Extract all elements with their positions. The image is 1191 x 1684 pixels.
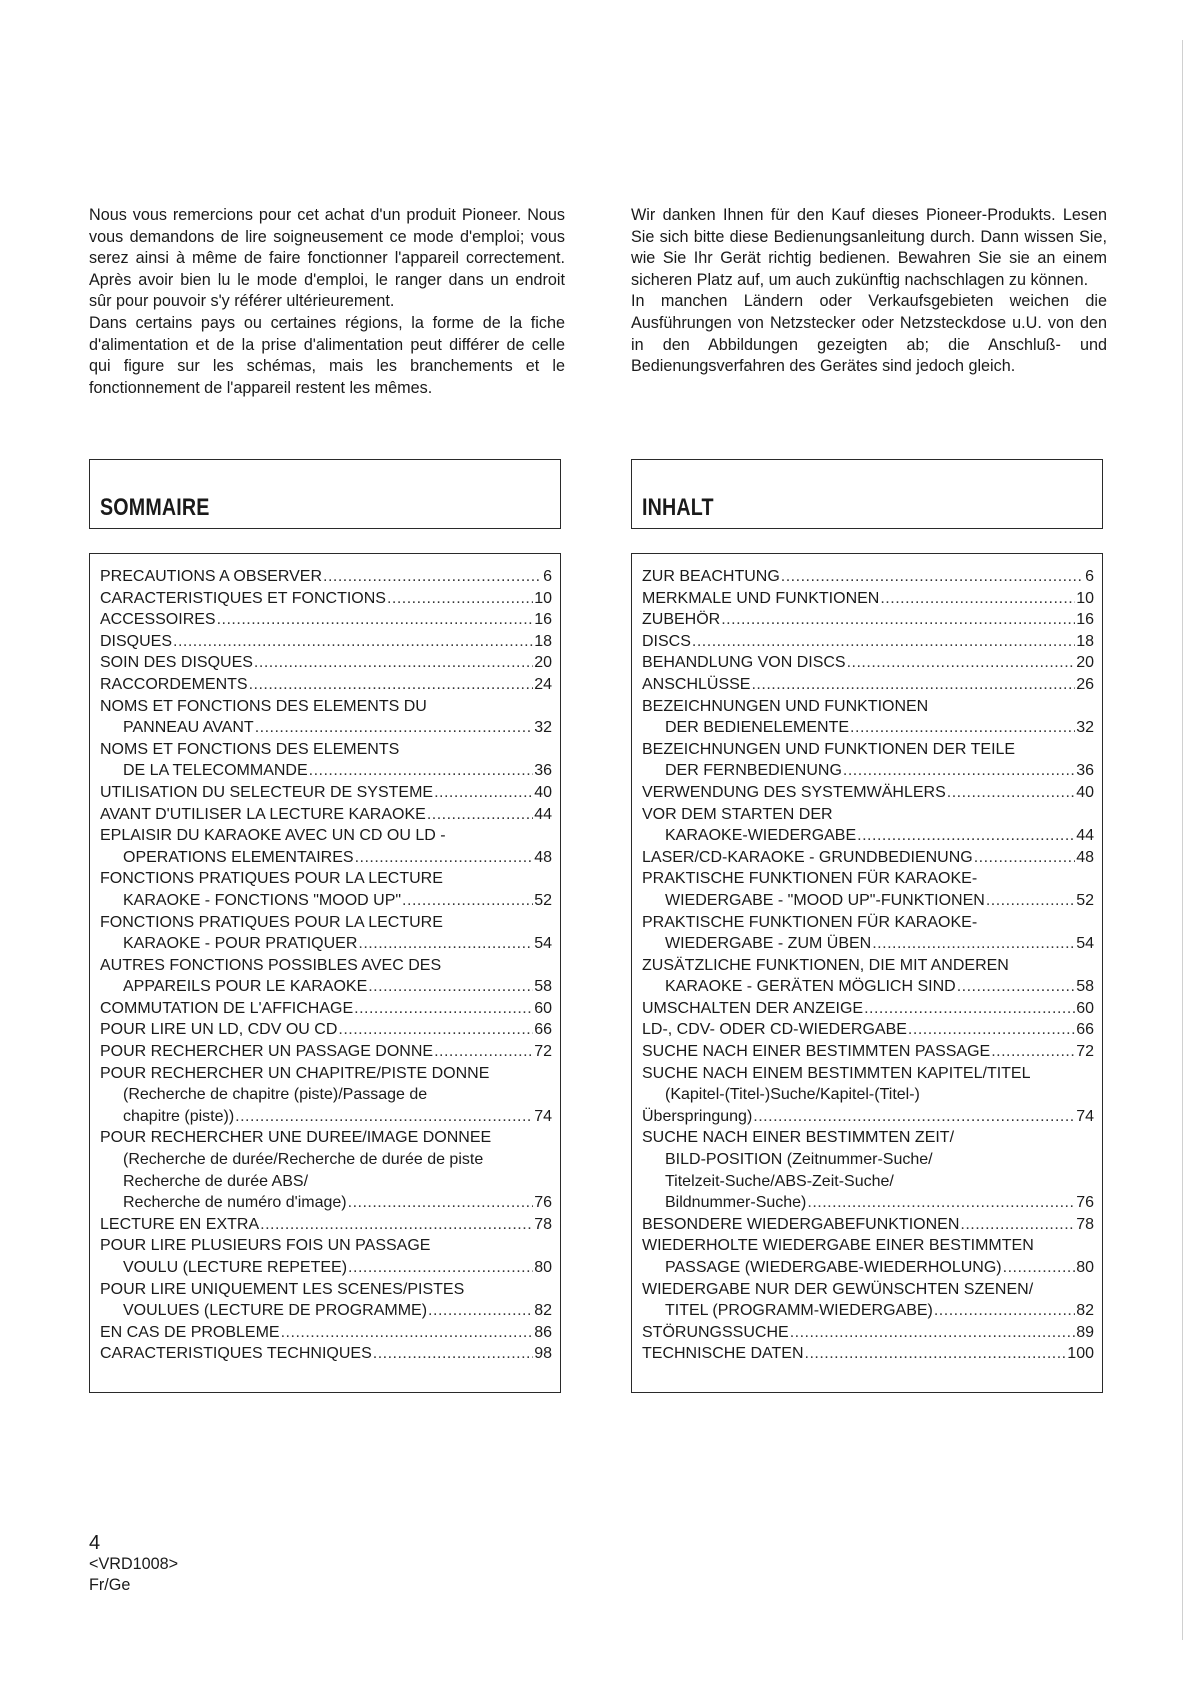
toc-entry bbox=[100, 1300, 552, 1322]
toc-entry-title: POUR RECHERCHER UN PASSAGE DONNE bbox=[100, 1043, 434, 1061]
toc-entry-title: KARAOKE - GERÄTEN MÖGLICH SIND bbox=[665, 978, 956, 996]
toc-entry bbox=[100, 1257, 552, 1279]
toc-leader-dots bbox=[434, 1041, 533, 1063]
toc-entry-title: ACCESSOIRES bbox=[100, 611, 216, 629]
toc-entry-page: 98 bbox=[534, 1345, 552, 1363]
toc-entry-page: 78 bbox=[534, 1215, 552, 1233]
toc-entry bbox=[642, 674, 1094, 696]
toc-entry-title: CARACTERISTIQUES TECHNIQUES bbox=[100, 1345, 372, 1363]
toc-leader-dots bbox=[428, 1300, 533, 1322]
toc-entry bbox=[642, 933, 1094, 955]
toc-entry-title: VOULU (LECTURE REPETEE) bbox=[123, 1259, 348, 1276]
toc-entry bbox=[642, 609, 1094, 631]
toc-entry-page: 20 bbox=[1076, 654, 1094, 672]
toc-entry bbox=[100, 566, 552, 588]
french-intro bbox=[89, 205, 565, 399]
toc-entry bbox=[642, 955, 1094, 977]
toc-entry-title: ZUR BEACHTUNG bbox=[642, 568, 780, 585]
french-toc-title-box bbox=[89, 459, 561, 529]
toc-leader-dots bbox=[790, 1322, 1076, 1344]
toc-entry-title: AUTRES FONCTIONS POSSIBLES AVEC DES bbox=[100, 956, 442, 974]
toc-leader-dots bbox=[434, 782, 533, 804]
toc-entry bbox=[100, 847, 552, 869]
toc-entry-title: LASER/CD-KARAOKE - GRUNDBEDIENUNG bbox=[642, 848, 973, 866]
toc-leader-dots bbox=[355, 847, 534, 869]
toc-entry bbox=[642, 1019, 1094, 1041]
toc-entry-page: 58 bbox=[1076, 978, 1094, 996]
toc-entry bbox=[642, 1257, 1094, 1279]
toc-entry bbox=[642, 1343, 1094, 1365]
toc-entry-title: Recherche de numéro d'image) bbox=[123, 1194, 347, 1212]
toc-entry-title: TECHNISCHE DATEN bbox=[642, 1345, 804, 1363]
toc-entry bbox=[642, 717, 1094, 739]
german-intro-paragraph-1: Wir danken Ihnen für den Kauf dieses Pioneer-Produkts. Lesen Sie sich bitte diese Bedienungsanleitung durch. Dann wissen Sie, wie Sie Ihr Gerät richtig bedienen. Bewahren Sie sie an einem sicheren Platz auf, um auch zukünftig nachschlagen zu können. bbox=[631, 206, 1107, 289]
toc-entry-title: DISCS bbox=[642, 632, 691, 650]
toc-entry-title: POUR LIRE UN LD, CDV OU CD bbox=[100, 1021, 338, 1039]
toc-entry-page: 80 bbox=[1076, 1259, 1094, 1276]
toc-entry-title: (Recherche de durée/Recherche de durée de piste bbox=[123, 1151, 484, 1169]
toc-entry bbox=[100, 998, 552, 1020]
french-intro-paragraph-2: Dans certains pays ou certaines régions, la forme de la fiche d'alimentation et de la prise d'alimentation peut différer de celle qui figure sur les schémas, mais les branchements et le fonctionnement de l'appareil restent les mêmes. bbox=[89, 313, 565, 397]
toc-entry bbox=[100, 1171, 552, 1193]
toc-entry bbox=[100, 1063, 552, 1085]
french-toc-title: SOMMAIRE bbox=[100, 494, 210, 521]
toc-entry-title: DISQUES bbox=[100, 632, 173, 650]
toc-entry-title: PANNEAU AVANT bbox=[123, 719, 254, 737]
toc-entry-page: 89 bbox=[1076, 1323, 1094, 1341]
french-intro-paragraph-1: Nous vous remercions pour cet achat d'un produit Pioneer. Nous vous demandons de lire soigneusement ce mode d'emploi; vous serez ainsi à même de faire fonctionner l'appareil correctement. Après avoir bien lu le mode d'emploi, le ranger dans un endroit sûr pour pouvoir s'y référer ultérieurement. bbox=[89, 206, 565, 311]
german-intro bbox=[631, 205, 1107, 378]
french-toc-list bbox=[100, 566, 552, 1365]
german-toc-list bbox=[642, 566, 1094, 1365]
german-toc-title-box bbox=[631, 459, 1103, 529]
toc-entry-page: 60 bbox=[1076, 999, 1094, 1017]
toc-entry bbox=[100, 1149, 552, 1171]
model-code: <VRD1008> bbox=[89, 1555, 179, 1573]
toc-entry bbox=[642, 782, 1094, 804]
toc-leader-dots bbox=[807, 1192, 1075, 1214]
toc-entry bbox=[100, 588, 552, 610]
toc-entry-title: DER FERNBEDIENUNG bbox=[665, 762, 842, 780]
toc-entry-title: WIEDERGABE NUR DER GEWÜNSCHTEN SZENEN/ bbox=[642, 1280, 1034, 1298]
toc-entry bbox=[642, 1149, 1094, 1171]
toc-entry-page: 86 bbox=[534, 1323, 552, 1341]
toc-entry-title: BESONDERE WIEDERGABEFUNKTIONEN bbox=[642, 1215, 960, 1233]
toc-leader-dots bbox=[864, 998, 1075, 1020]
toc-entry-title: Recherche de durée ABS/ bbox=[123, 1172, 309, 1190]
toc-entry-title: KARAOKE-WIEDERGABE bbox=[665, 827, 857, 845]
toc-entry-page: 16 bbox=[534, 611, 552, 629]
toc-leader-dots bbox=[387, 588, 533, 610]
toc-entry-title: RACCORDEMENTS bbox=[100, 675, 248, 693]
toc-entry-page: 72 bbox=[1076, 1043, 1094, 1061]
toc-entry-title: STÖRUNGSSUCHE bbox=[642, 1323, 789, 1341]
toc-entry bbox=[100, 1084, 552, 1106]
toc-entry bbox=[642, 976, 1094, 998]
toc-leader-dots bbox=[354, 998, 533, 1020]
toc-entry-page: 26 bbox=[1076, 675, 1094, 693]
german-intro-paragraph-2: In manchen Ländern oder Verkaufsgebieten weichen die Ausführungen von Netzstecker oder Netzsteckdose u.U. von den in den Abbildungen gezeigten ab; die Anschluß- und Bedienungsverfahren des Gerätes sind jedoch gleich. bbox=[631, 292, 1107, 376]
toc-leader-dots bbox=[843, 760, 1075, 782]
toc-entry-title: COMMUTATION DE L'AFFICHAGE bbox=[100, 999, 354, 1017]
toc-entry-title: NOMS ET FONCTIONS DES ELEMENTS DU bbox=[100, 697, 427, 715]
toc-entry-page: 80 bbox=[534, 1259, 552, 1276]
toc-entry bbox=[100, 674, 552, 696]
toc-entry-title: UMSCHALTEN DER ANZEIGE bbox=[642, 999, 864, 1017]
toc-leader-dots bbox=[348, 1192, 534, 1214]
toc-leader-dots bbox=[254, 652, 533, 674]
toc-leader-dots bbox=[373, 1343, 533, 1365]
toc-entry-page: 100 bbox=[1067, 1345, 1094, 1363]
toc-entry bbox=[100, 1214, 552, 1236]
toc-leader-dots bbox=[309, 760, 534, 782]
toc-leader-dots bbox=[880, 588, 1075, 610]
toc-entry-title: FONCTIONS PRATIQUES POUR LA LECTURE bbox=[100, 913, 443, 931]
toc-entry-title: APPAREILS POUR LE KARAOKE bbox=[123, 978, 368, 996]
toc-entry-page: 36 bbox=[1076, 762, 1094, 780]
toc-leader-dots bbox=[368, 976, 533, 998]
toc-entry-title: ANSCHLÜSSE bbox=[642, 675, 751, 693]
toc-entry-title: WIEDERGABE - "MOOD UP"-FUNKTIONEN bbox=[665, 891, 985, 909]
toc-entry-page: 20 bbox=[534, 654, 552, 672]
toc-entry-page: 66 bbox=[1076, 1021, 1094, 1039]
toc-entry bbox=[642, 760, 1094, 782]
toc-entry-page: 18 bbox=[1076, 632, 1094, 650]
toc-entry-title: DE LA TELECOMMANDE bbox=[123, 762, 308, 780]
toc-entry-title: POUR RECHERCHER UN CHAPITRE/PISTE DONNE bbox=[100, 1064, 490, 1082]
toc-entry bbox=[642, 1041, 1094, 1063]
toc-entry-title: PRECAUTIONS A OBSERVER bbox=[100, 568, 322, 585]
toc-entry-page: 76 bbox=[534, 1194, 552, 1212]
toc-entry-title: LD-, CDV- ODER CD-WIEDERGABE bbox=[642, 1021, 907, 1039]
toc-entry bbox=[642, 1214, 1094, 1236]
toc-entry bbox=[100, 1019, 552, 1041]
toc-entry-title: OPERATIONS ELEMENTAIRES bbox=[123, 848, 354, 866]
toc-entry-page: 40 bbox=[534, 783, 552, 801]
toc-entry-page: 66 bbox=[534, 1021, 552, 1039]
toc-entry bbox=[642, 631, 1094, 653]
toc-entry-page: 52 bbox=[534, 891, 552, 909]
toc-leader-dots bbox=[692, 631, 1075, 653]
toc-entry-page: 72 bbox=[534, 1043, 552, 1061]
toc-entry bbox=[642, 1106, 1094, 1128]
toc-entry-title: Überspringung) bbox=[642, 1107, 753, 1125]
toc-entry bbox=[100, 890, 552, 912]
toc-entry bbox=[100, 1279, 552, 1301]
toc-entry bbox=[642, 912, 1094, 934]
toc-entry-title: POUR LIRE UNIQUEMENT LES SCENES/PISTES bbox=[100, 1280, 465, 1298]
toc-leader-dots bbox=[348, 1257, 533, 1279]
toc-leader-dots bbox=[991, 1041, 1075, 1063]
toc-entry bbox=[100, 1041, 552, 1063]
toc-leader-dots bbox=[427, 804, 533, 826]
toc-entry bbox=[642, 1192, 1094, 1214]
toc-leader-dots bbox=[805, 1343, 1067, 1365]
scan-edge-line bbox=[1182, 40, 1183, 1640]
toc-entry-title: BEHANDLUNG VON DISCS bbox=[642, 654, 846, 672]
toc-leader-dots bbox=[338, 1019, 533, 1041]
toc-entry-title: UTILISATION DU SELECTEUR DE SYSTEME bbox=[100, 783, 434, 801]
toc-entry bbox=[642, 868, 1094, 890]
toc-entry-page: 76 bbox=[1076, 1194, 1094, 1212]
toc-entry-page: 6 bbox=[1085, 568, 1094, 585]
toc-entry-page: 44 bbox=[1076, 827, 1094, 845]
toc-entry-page: 74 bbox=[1076, 1107, 1094, 1125]
toc-entry-page: 44 bbox=[534, 805, 552, 823]
toc-entry-title: POUR RECHERCHER UNE DUREE/IMAGE DONNEE bbox=[100, 1129, 492, 1147]
toc-entry bbox=[642, 588, 1094, 610]
toc-leader-dots bbox=[872, 933, 1075, 955]
toc-leader-dots bbox=[323, 566, 542, 588]
toc-entry-title: chapitre (piste)) bbox=[123, 1107, 235, 1125]
toc-entry bbox=[642, 804, 1094, 826]
toc-entry-title: VOR DEM STARTEN DER bbox=[642, 805, 833, 823]
toc-leader-dots bbox=[908, 1019, 1075, 1041]
toc-entry bbox=[100, 652, 552, 674]
toc-leader-dots bbox=[753, 1106, 1075, 1128]
toc-entry bbox=[642, 566, 1094, 588]
toc-entry-page: 48 bbox=[1076, 848, 1094, 866]
toc-entry-title: NOMS ET FONCTIONS DES ELEMENTS bbox=[100, 740, 400, 758]
toc-leader-dots bbox=[249, 674, 534, 696]
toc-entry bbox=[100, 717, 552, 739]
toc-entry bbox=[642, 1300, 1094, 1322]
toc-entry-page: 10 bbox=[1076, 589, 1094, 607]
toc-entry-title: KARAOKE - FONCTIONS "MOOD UP" bbox=[123, 891, 402, 909]
toc-entry bbox=[100, 825, 552, 847]
toc-entry-title: KARAOKE - POUR PRATIQUER bbox=[123, 935, 358, 953]
toc-entry bbox=[642, 1084, 1094, 1106]
toc-entry bbox=[642, 652, 1094, 674]
toc-entry-title: SUCHE NACH EINER BESTIMMTEN ZEIT/ bbox=[642, 1129, 955, 1147]
toc-leader-dots bbox=[358, 933, 533, 955]
toc-leader-dots bbox=[402, 890, 533, 912]
toc-entry-title: WIEDERHOLTE WIEDERGABE EINER BESTIMMTEN bbox=[642, 1237, 1034, 1255]
toc-leader-dots bbox=[260, 1214, 533, 1236]
toc-entry-page: 10 bbox=[534, 589, 552, 607]
toc-entry-title: EN CAS DE PROBLEME bbox=[100, 1323, 280, 1341]
toc-entry bbox=[100, 868, 552, 890]
toc-entry-title: Bildnummer-Suche) bbox=[665, 1194, 807, 1212]
toc-entry bbox=[642, 847, 1094, 869]
toc-entry-page: 24 bbox=[534, 675, 552, 693]
toc-entry bbox=[100, 976, 552, 998]
toc-leader-dots bbox=[235, 1106, 533, 1128]
page-footer bbox=[89, 1532, 178, 1596]
toc-leader-dots bbox=[957, 976, 1075, 998]
toc-entry-page: 54 bbox=[1076, 935, 1094, 953]
toc-entry bbox=[100, 696, 552, 718]
toc-entry bbox=[642, 739, 1094, 761]
toc-entry-page: 78 bbox=[1076, 1215, 1094, 1233]
toc-entry bbox=[100, 1343, 552, 1365]
toc-entry bbox=[642, 1322, 1094, 1344]
toc-entry-title: AVANT D'UTILISER LA LECTURE KARAOKE bbox=[100, 805, 426, 823]
toc-entry-title: (Recherche de chapitre (piste)/Passage de bbox=[123, 1086, 428, 1104]
toc-entry-title: VERWENDUNG DES SYSTEMWÄHLERS bbox=[642, 783, 946, 801]
toc-entry-page: 74 bbox=[534, 1107, 552, 1125]
toc-entry bbox=[642, 1171, 1094, 1193]
toc-entry-page: 18 bbox=[534, 632, 552, 650]
toc-leader-dots bbox=[217, 609, 534, 631]
toc-entry-page: 32 bbox=[1076, 719, 1094, 737]
toc-entry bbox=[642, 1279, 1094, 1301]
toc-entry-page: 16 bbox=[1076, 611, 1094, 629]
toc-entry-page: 48 bbox=[534, 848, 552, 866]
toc-entry-title: SOIN DES DISQUES bbox=[100, 654, 253, 672]
toc-entry-title: BEZEICHNUNGEN UND FUNKTIONEN bbox=[642, 697, 929, 715]
toc-entry bbox=[642, 1127, 1094, 1149]
toc-entry-title: PASSAGE (WIEDERGABE-WIEDERHOLUNG) bbox=[665, 1259, 1002, 1276]
toc-entry-title: POUR LIRE PLUSIEURS FOIS UN PASSAGE bbox=[100, 1237, 431, 1255]
toc-entry bbox=[642, 1063, 1094, 1085]
toc-leader-dots bbox=[986, 890, 1075, 912]
toc-entry-title: (Kapitel-(Titel-)Suche/Kapitel-(Titel-) bbox=[665, 1086, 920, 1104]
toc-entry-title: LECTURE EN EXTRA bbox=[100, 1215, 260, 1233]
toc-leader-dots bbox=[173, 631, 533, 653]
toc-leader-dots bbox=[721, 609, 1075, 631]
toc-leader-dots bbox=[281, 1322, 534, 1344]
toc-entry bbox=[642, 825, 1094, 847]
toc-entry bbox=[100, 1192, 552, 1214]
toc-entry-title: DER BEDIENELEMENTE bbox=[665, 719, 850, 737]
toc-entry bbox=[100, 760, 552, 782]
german-toc-box bbox=[631, 553, 1103, 1393]
toc-entry-title: PRAKTISCHE FUNKTIONEN FÜR KARAOKE- bbox=[642, 870, 978, 888]
toc-entry-page: 36 bbox=[534, 762, 552, 780]
toc-entry bbox=[642, 1235, 1094, 1257]
toc-entry-title: EPLAISIR DU KARAOKE AVEC UN CD OU LD - bbox=[100, 827, 446, 845]
toc-leader-dots bbox=[781, 566, 1084, 588]
toc-entry bbox=[100, 631, 552, 653]
toc-leader-dots bbox=[751, 674, 1075, 696]
toc-entry bbox=[100, 739, 552, 761]
toc-entry bbox=[642, 696, 1094, 718]
toc-entry-page: 60 bbox=[534, 999, 552, 1017]
toc-leader-dots bbox=[934, 1300, 1075, 1322]
german-toc-title: INHALT bbox=[642, 494, 714, 521]
toc-entry-title: BILD-POSITION (Zeitnummer-Suche/ bbox=[665, 1151, 933, 1169]
toc-entry-title: WIEDERGABE - ZUM ÜBEN bbox=[665, 935, 872, 953]
toc-entry bbox=[100, 933, 552, 955]
toc-entry bbox=[100, 1322, 552, 1344]
toc-entry-title: ZUSÄTZLICHE FUNKTIONEN, DIE MIT ANDEREN bbox=[642, 956, 1009, 974]
toc-leader-dots bbox=[960, 1214, 1075, 1236]
toc-entry-title: MERKMALE UND FUNKTIONEN bbox=[642, 589, 880, 607]
toc-entry-page: 82 bbox=[1076, 1302, 1094, 1320]
toc-entry bbox=[642, 890, 1094, 912]
toc-entry-title: CARACTERISTIQUES ET FONCTIONS bbox=[100, 589, 386, 607]
toc-entry-page: 52 bbox=[1076, 891, 1094, 909]
toc-entry bbox=[642, 998, 1094, 1020]
toc-entry-page: 82 bbox=[534, 1302, 552, 1320]
toc-leader-dots bbox=[857, 825, 1075, 847]
toc-entry-title: TITEL (PROGRAMM-WIEDERGABE) bbox=[665, 1302, 933, 1320]
toc-entry bbox=[100, 1106, 552, 1128]
toc-leader-dots bbox=[947, 782, 1075, 804]
toc-entry bbox=[100, 912, 552, 934]
toc-entry-page: 32 bbox=[534, 719, 552, 737]
toc-entry-page: 6 bbox=[543, 568, 552, 585]
french-toc-box bbox=[89, 553, 561, 1393]
toc-entry-page: 58 bbox=[534, 978, 552, 996]
toc-entry-title: VOULUES (LECTURE DE PROGRAMME) bbox=[123, 1302, 428, 1320]
toc-entry-title: Titelzeit-Suche/ABS-Zeit-Suche/ bbox=[665, 1172, 894, 1190]
toc-entry-page: 40 bbox=[1076, 783, 1094, 801]
page-number: 4 bbox=[89, 1532, 101, 1554]
toc-leader-dots bbox=[974, 847, 1075, 869]
toc-entry bbox=[100, 955, 552, 977]
toc-entry bbox=[100, 804, 552, 826]
toc-leader-dots bbox=[255, 717, 534, 739]
toc-entry bbox=[100, 609, 552, 631]
toc-entry bbox=[100, 1235, 552, 1257]
toc-leader-dots bbox=[850, 717, 1075, 739]
toc-entry-title: ZUBEHÖR bbox=[642, 611, 721, 629]
toc-entry bbox=[100, 1127, 552, 1149]
toc-entry-title: FONCTIONS PRATIQUES POUR LA LECTURE bbox=[100, 870, 443, 888]
toc-entry-title: BEZEICHNUNGEN UND FUNKTIONEN DER TEILE bbox=[642, 740, 1016, 758]
toc-entry-title: SUCHE NACH EINER BESTIMMTEN PASSAGE bbox=[642, 1043, 991, 1061]
toc-entry bbox=[100, 782, 552, 804]
toc-entry-page: 54 bbox=[534, 935, 552, 953]
toc-entry-title: PRAKTISCHE FUNKTIONEN FÜR KARAOKE- bbox=[642, 913, 978, 931]
toc-leader-dots bbox=[847, 652, 1076, 674]
language-codes: Fr/Ge bbox=[89, 1576, 131, 1594]
toc-entry-title: SUCHE NACH EINEM BESTIMMTEN KAPITEL/TITEL bbox=[642, 1064, 1031, 1082]
toc-leader-dots bbox=[1003, 1257, 1076, 1279]
